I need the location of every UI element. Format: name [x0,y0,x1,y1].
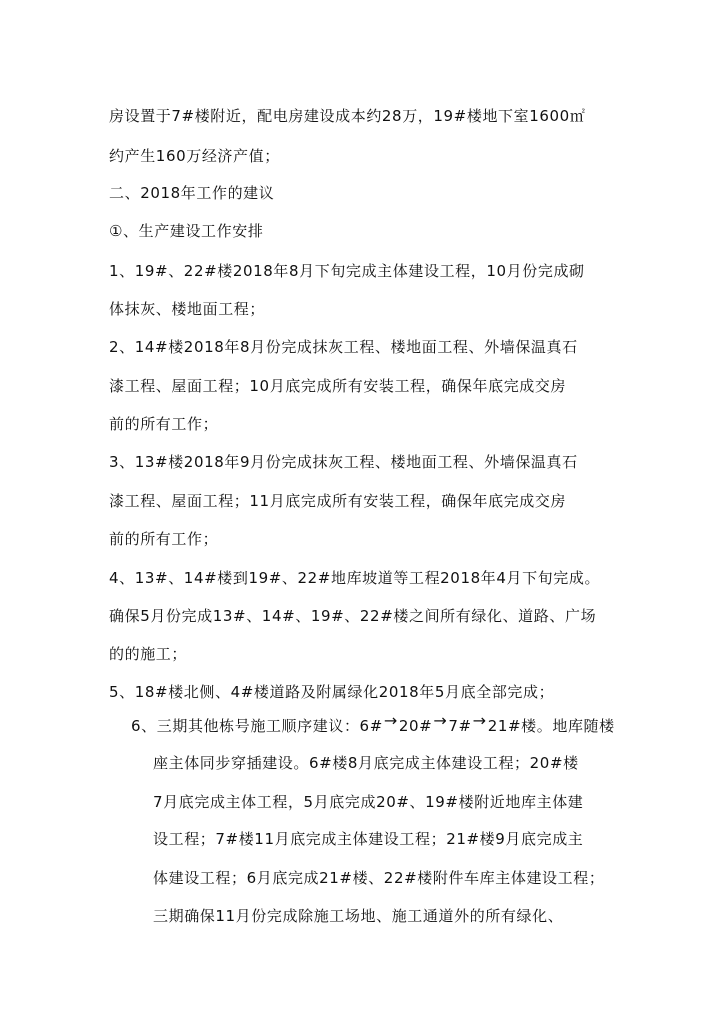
text-line: 三期确保11月份完成除施工场地、施工通道外的所有绿化、 [153,907,564,925]
text-line: 房设置于7#楼附近，配电房建设成本约28万，19#楼地下室1600㎡ [109,107,586,125]
text-line: 前的所有工作； [109,530,219,548]
section-heading: 二、2018年工作的建议 [109,184,275,202]
seq-step: 21#楼。地库随楼 [487,717,615,735]
item6-first-line [131,711,615,736]
text-line: 2、14#楼2018年8月份完成抹灰工程、楼地面工程、外墙保温真石 [109,338,578,356]
text-line: 前的所有工作； [109,415,219,433]
text-line: 体建设工程；6月底完成21#楼、22#楼附件车库主体建设工程； [153,869,605,887]
seq-step: 20# [398,717,433,735]
text-line: 7月底完成主体工程，5月底完成20#、19#楼附近地库主体建 [153,793,584,811]
text-line: 的的施工； [109,645,188,663]
text-line: 漆工程、屋面工程；10月底完成所有安装工程，确保年底完成交房 [109,377,567,395]
arrow-icon: → [433,711,448,730]
text-line: 座主体同步穿插建设。6#楼8月底完成主体建设工程；20#楼 [153,754,579,772]
text-line: 4、13#、14#楼到19#、22#地库坡道等工程2018年4月下旬完成。 [109,569,601,587]
text-line: 1、19#、22#楼2018年8月下旬完成主体建设工程，10月份完成砌 [109,262,585,280]
text-line: 5、18#楼北侧、4#楼道路及附属绿化2018年5月底全部完成； [109,683,555,701]
text-line: 设工程；7#楼11月底完成主体建设工程；21#楼9月底完成主 [153,830,584,848]
text-line: 3、13#楼2018年9月份完成抹灰工程、楼地面工程、外墙保温真石 [109,453,578,471]
subsection-heading: ①、生产建设工作安排 [109,222,264,240]
text-line: 约产生160万经济产值； [109,147,280,165]
text-line: 确保5月份完成13#、14#、19#、22#楼之间所有绿化、道路、广场 [109,607,597,625]
text-line: 体抹灰、楼地面工程； [109,300,266,318]
seq-step: 6# [359,717,383,735]
arrow-icon: → [472,711,487,730]
arrow-icon: → [383,711,398,730]
item6-prefix: 6、三期其他栋号施工顺序建议： [131,717,360,735]
seq-step: 7# [448,717,472,735]
text-line: 漆工程、屋面工程；11月底完成所有安装工程，确保年底完成交房 [109,492,567,510]
